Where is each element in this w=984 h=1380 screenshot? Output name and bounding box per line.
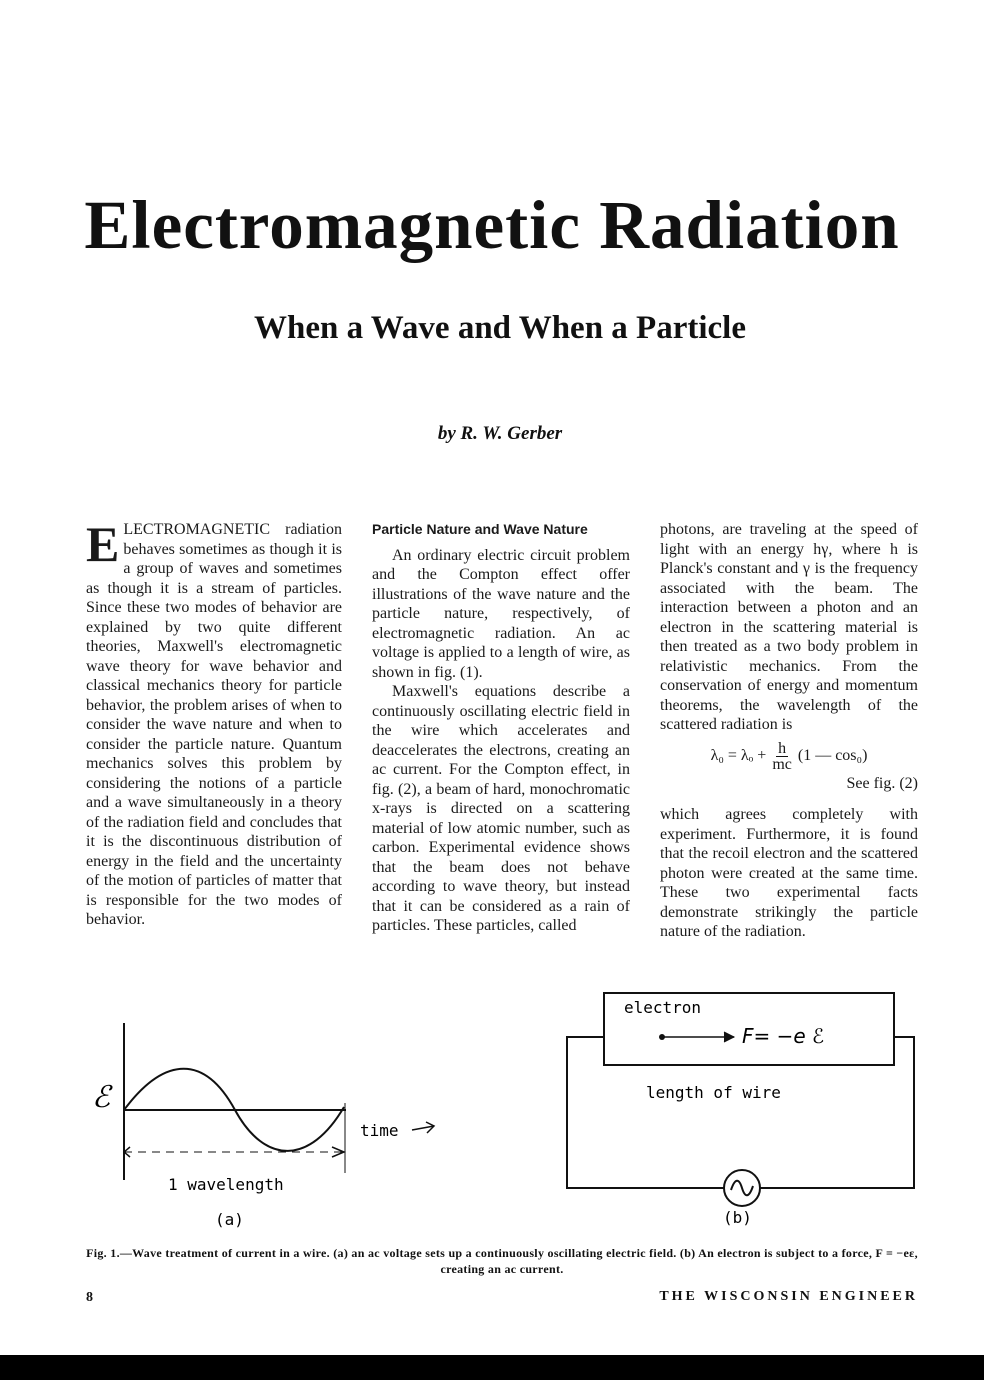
time-label: time [360,1121,399,1140]
equation-fraction [772,741,792,772]
section-heading: Particle Nature and Wave Nature [372,521,588,537]
force-arrowhead [724,1032,734,1042]
field-symbol: ℰ [92,1080,111,1115]
compton-equation [660,741,918,772]
equation-right: (1 — cos₀) [797,747,868,765]
panel-b-label: (b) [723,1208,752,1227]
figure-1 [0,985,984,1235]
figure-panel-a [92,1023,434,1229]
column-1 [86,516,342,930]
wire-label: length of wire [646,1083,781,1102]
journal-name: THE WISCONSIN ENGINEER [659,1289,918,1304]
figure-caption: Fig. 1.—Wave treatment of current in a wire. (a) an ac voltage sets up a continuously oscillating electric field. (b) An electron is subject to a force, F = −eε, creating an ac current. [86,1246,918,1276]
fraction-numerator: h [778,739,787,757]
article-title: Electromagnetic Radiation [84,187,900,263]
equation-left: λ₀ = λₒ + [710,747,767,765]
panel-a-label: (a) [215,1210,244,1229]
column-3 [660,520,918,942]
scan-border [0,1355,984,1380]
article-subtitle: When a Wave and When a Particle [254,310,746,346]
fraction-denominator: mc [772,755,792,773]
paragraph: An ordinary electric circuit problem and the Compton effect offer illustrations of the wave nature and the particle nature, respectively, of electromagnetic radiation. An ac voltage is applied to a length of wire, as shown in fig. (1). [372,546,630,681]
byline: by R. W. Gerber [437,423,563,444]
wire-right [760,1037,914,1188]
figure-panel-b [567,993,914,1227]
see-figure-note: See fig. (2) [846,774,918,792]
paragraph: which agrees completely with experiment. Furthermore, it is found that the recoil electron and the scattered photon were created at the same time. These two experimental facts demonstrate strikingly the particle nature of the radiation. [660,806,918,940]
force-equation: F= −e ℰ [742,1024,825,1048]
intro-paragraph [86,516,342,930]
paragraph: Maxwell's equations describe a continuously oscillating electric field in the wire which accelerates and deaccelerates the electrons, creating an ac current. For the Compton effect, in fig. (2), a beam of hard, monochromatic x-rays is directed on a scattering material of low atomic number, such as carbon. Experimental evidence shows that the beam does not behave according to wave theory, but instead that it can be considered as a rain of particles. These particles, called [372,683,630,934]
wire-left [567,1037,724,1188]
page-number: 8 [86,1290,93,1305]
drop-cap: E [86,516,120,572]
electron-label: electron [624,998,702,1017]
wavelength-label: 1 wavelength [168,1175,284,1194]
column-2 [372,520,630,936]
intro-text: LECTROMAGNETIC radiation behaves sometimes as though it is a group of waves and sometimes as though it is a stream of particles. Since these two modes of behavior are explained by two quite different theories, Maxwell's electromagnetic wave theory for wave behavior and classical mechanics theory for particle behavior, the problem arises of when to consider the wave nature and when to consider the particle nature. Quantum mechanics solves this problem by considering the notions of a particle and a wave simultaneously in a theory of the radiation field and concludes that it is the discontinuous distribution of energy in the field and the uncertainty of the motion of particles of matter that is responsible for the two modes of behavior. [86,521,342,928]
paragraph: photons, are traveling at the speed of light with an energy hγ, where h is Planck's constant and γ is the frequency associated with the beam. The interaction between a photon and an electron in the scattering material is then treated as a two body problem in relativistic mechanics. From the conservation of energy and momentum theorems, the wavelength of the scattered radiation is [660,521,918,733]
